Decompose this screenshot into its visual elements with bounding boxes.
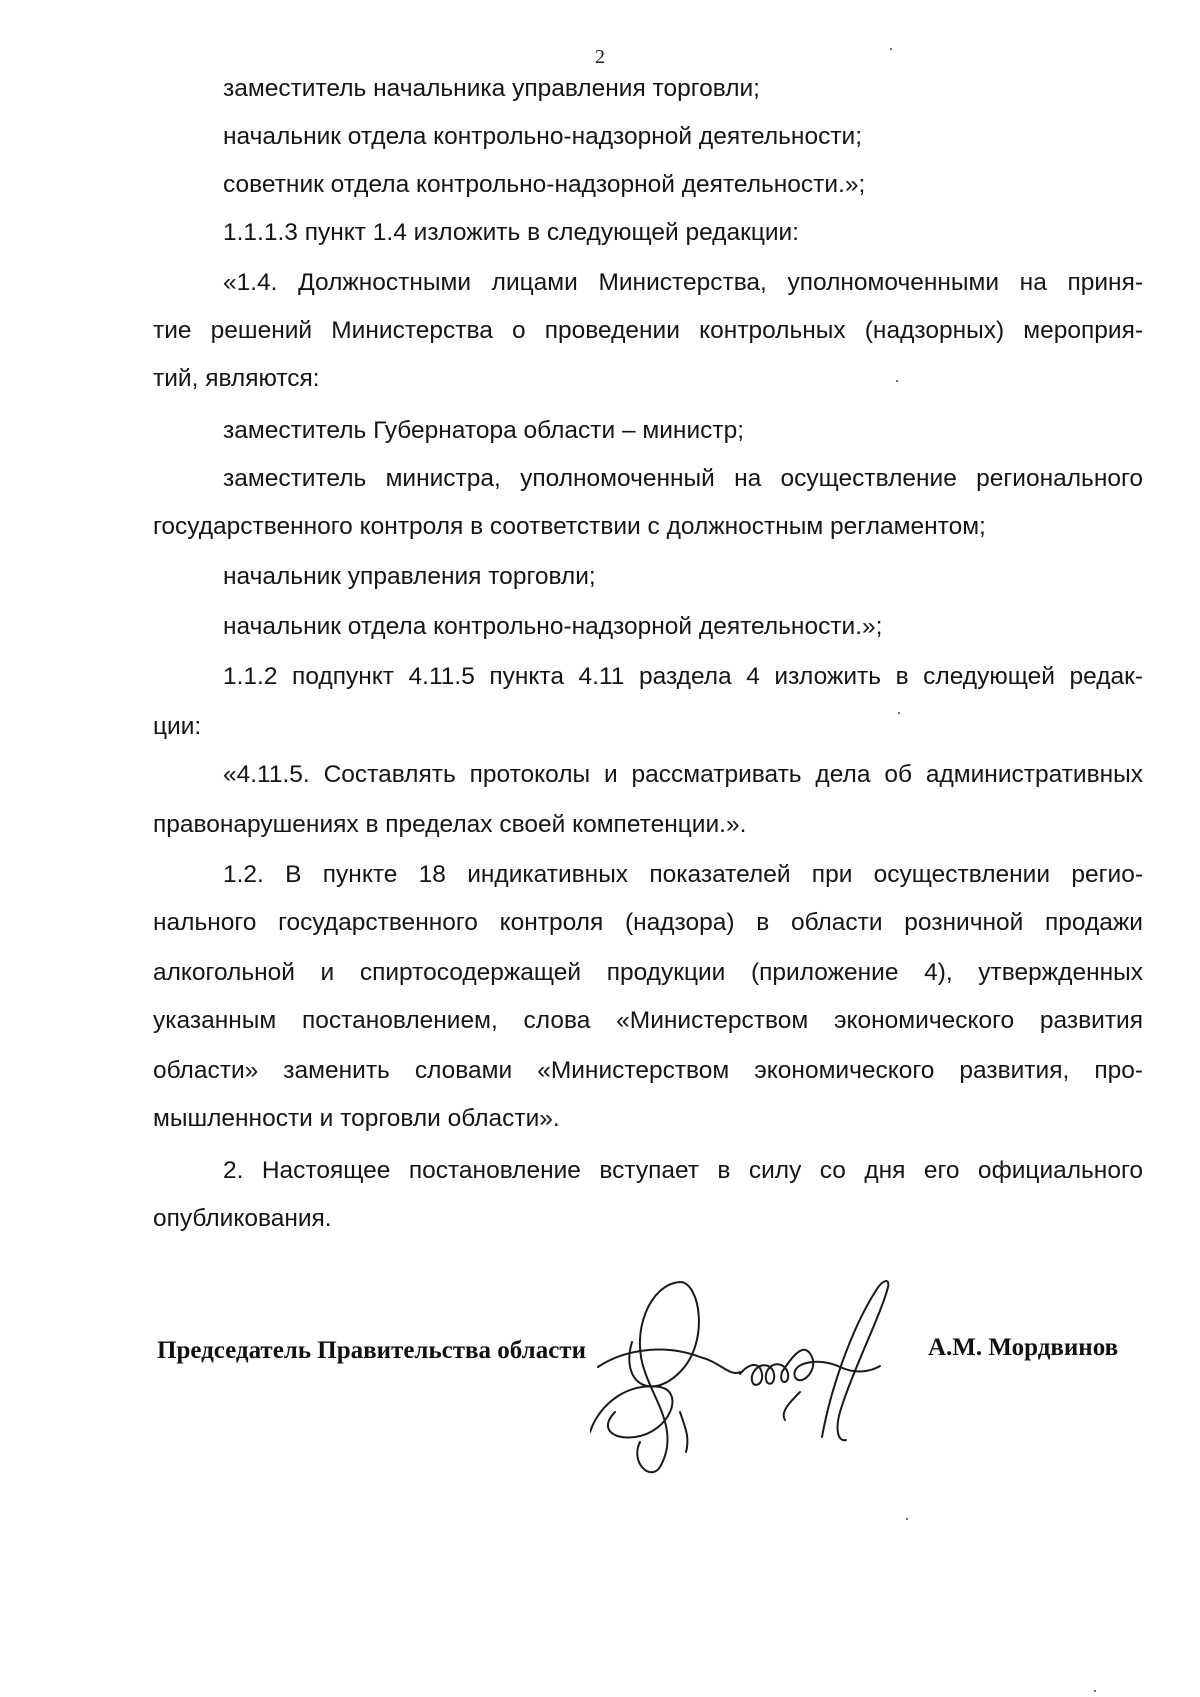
text-line: алкогольной и спиртосодержащей продукции (приложение 4), утвержденных: [153, 959, 1143, 986]
scan-speck: [906, 1518, 908, 1520]
text-line: тие решений Министерства о проведении контрольных (надзорных) мероприя-: [153, 317, 1143, 344]
scan-speck: [1094, 1690, 1096, 1692]
scan-speck: [898, 712, 900, 714]
text-line: ции:: [153, 713, 202, 740]
text-line: «1.4. Должностными лицами Министерства, уполномоченными на приня-: [223, 269, 1143, 296]
signatory-name: А.М. Мордвинов: [928, 1334, 1119, 1361]
text-line: «4.11.5. Составлять протоколы и рассматривать дела об административных: [223, 761, 1143, 788]
text-line: 1.1.1.3 пункт 1.4 изложить в следующей редакции:: [223, 219, 800, 246]
text-line: заместитель Губернатора области – министр;: [223, 417, 745, 444]
text-line: заместитель начальника управления торговли;: [223, 75, 760, 102]
text-line: начальник управления торговли;: [223, 563, 596, 590]
text-line: начальник отдела контрольно-надзорной деятельности;: [223, 123, 863, 150]
text-line: начальник отдела контрольно-надзорной деятельности.»;: [223, 613, 883, 640]
text-line: нального государственного контроля (надзора) в области розничной продажи: [153, 909, 1143, 936]
text-line: правонарушениях в пределах своей компетенции.».: [153, 811, 747, 838]
signatory-position: Председатель Правительства области: [157, 1337, 586, 1364]
page-number: 2: [595, 46, 605, 68]
text-line: 1.1.2 подпункт 4.11.5 пункта 4.11 раздела 4 изложить в следующей редак-: [223, 663, 1143, 690]
text-line: заместитель министра, уполномоченный на осуществление регионального: [223, 465, 1143, 492]
text-line: мышленности и торговли области».: [153, 1105, 560, 1132]
text-line: указанным постановлением, слова «Министерством экономического развития: [153, 1007, 1143, 1034]
text-line: государственного контроля в соответствии с должностным регламентом;: [153, 513, 986, 540]
text-line: тий, являются:: [153, 365, 320, 392]
text-line: опубликования.: [153, 1205, 332, 1232]
handwritten-signature: [590, 1262, 950, 1482]
text-line: советник отдела контрольно-надзорной деятельности.»;: [223, 171, 866, 198]
scan-speck: [890, 48, 892, 50]
text-line: области» заменить словами «Министерством экономического развития, про-: [153, 1057, 1143, 1084]
text-line: 1.2. В пункте 18 индикативных показателей при осуществлении регио-: [223, 861, 1143, 888]
text-line: 2. Настоящее постановление вступает в силу со дня его официального: [223, 1157, 1143, 1184]
scan-speck: [896, 380, 898, 382]
